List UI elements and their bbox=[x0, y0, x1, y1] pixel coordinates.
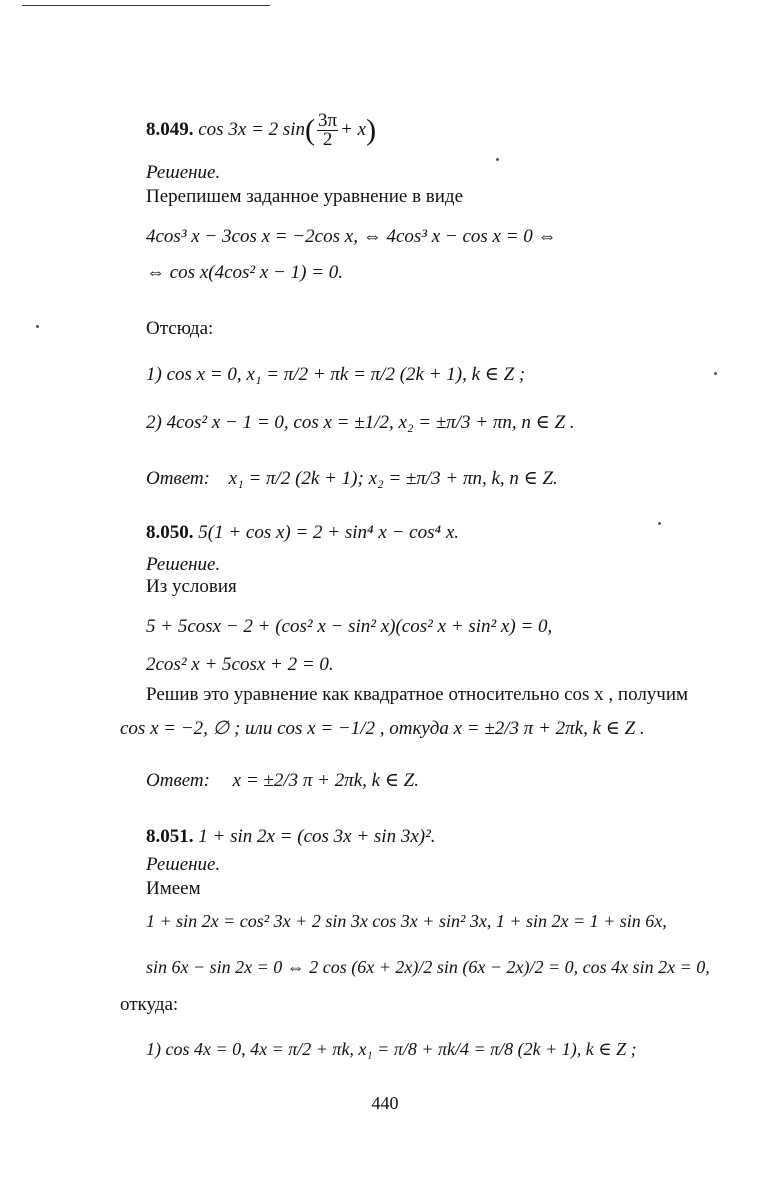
equation-1: 1 + sin 2x = cos² 3x + 2 sin 3x cos 3x + sin² 3x, 1 + sin 2x = 1 + sin 6x, bbox=[146, 911, 667, 931]
scan-speck bbox=[658, 522, 661, 525]
equation-1: 5 + 5cosx − 2 + (cos² x − sin² x)(cos² x + sin² x) = 0, bbox=[146, 616, 553, 637]
title-text: 1 + sin 2x = (cos 3x + sin 3x)². bbox=[198, 826, 436, 847]
text-2: cos x = −2, ∅ ; или cos x = −1/2 , откуда x = ±2/3 π + 2πk, k ∈ Z . bbox=[120, 718, 645, 739]
answer-8-050 bbox=[146, 770, 419, 792]
whence-text: откуда: bbox=[120, 994, 179, 1015]
scan-speck bbox=[36, 325, 39, 328]
problem-8-051-title bbox=[146, 826, 436, 848]
equation-1: 4cos³ x − 3cos x = −2cos x, ⇔ 4cos³ x − cos x = 0 ⇔ bbox=[146, 226, 557, 247]
fraction-3pi-2: $\frac{3\pi}{2}$ bbox=[318, 110, 338, 150]
hence-text: Отсюда: bbox=[146, 318, 214, 339]
problem-number: 8.051. bbox=[146, 826, 194, 847]
answer-text: x₁ = π/2 (2k + 1); x₂ = ±π/3 + πn, k, n ∈ Z. bbox=[228, 468, 558, 489]
equation-2: 2cos² x + 5cosx + 2 = 0. bbox=[146, 654, 334, 675]
solution-label: Решение. bbox=[146, 854, 221, 875]
page-number: 440 bbox=[371, 1093, 399, 1113]
title-text: 5(1 + cos x) = 2 + sin⁴ x − cos⁴ x. bbox=[198, 522, 460, 543]
paren-open: ( bbox=[305, 113, 316, 147]
answer-label: Ответ: bbox=[146, 770, 210, 791]
solution-label: Решение. bbox=[146, 162, 221, 183]
intro-text: Имеем bbox=[146, 878, 201, 899]
equation-2: ⇔ cos x(4cos² x − 1) = 0. bbox=[146, 262, 344, 283]
problem-8-050-title bbox=[146, 522, 459, 544]
answer-label: Ответ: bbox=[146, 468, 210, 489]
scan-speck bbox=[714, 372, 717, 375]
case-1: 1) cos 4x = 0, 4x = π/2 + πk, x₁ = π/8 + πk/4 = π/8 (2k + 1), k ∈ Z ; bbox=[146, 1039, 637, 1059]
answer-8-049 bbox=[146, 468, 558, 490]
intro-text: Из условия bbox=[146, 576, 237, 597]
paren-close: ) bbox=[366, 113, 377, 147]
problem-number: 8.050. bbox=[146, 522, 194, 543]
problem-8-049-title bbox=[146, 112, 376, 149]
solution-label: Решение. bbox=[146, 554, 221, 575]
intro-text: Перепишем заданное уравнение в виде bbox=[146, 186, 464, 207]
equation-2: sin 6x − sin 2x = 0 ⇔ 2 cos (6x + 2x)/2 sin (6x − 2x)/2 = 0, cos 4x sin 2x = 0, bbox=[146, 957, 710, 977]
title-part-a: cos 3x = 2 sin bbox=[198, 118, 306, 140]
problem-number: 8.049. bbox=[146, 118, 194, 140]
case-1: 1) cos x = 0, x₁ = π/2 + πk = π/2 (2k + 1), k ∈ Z ; bbox=[146, 364, 526, 385]
header-rule bbox=[22, 5, 270, 6]
scan-speck bbox=[496, 158, 499, 161]
text-1: Решив это уравнение как квадратное относительно cos x , получим bbox=[146, 684, 689, 705]
case-2: 2) 4cos² x − 1 = 0, cos x = ±1/2, x₂ = ±π/3 + πn, n ∈ Z . bbox=[146, 412, 575, 433]
answer-text: x = ±2/3 π + 2πk, k ∈ Z. bbox=[232, 770, 419, 791]
title-part-b: + x bbox=[340, 118, 367, 140]
